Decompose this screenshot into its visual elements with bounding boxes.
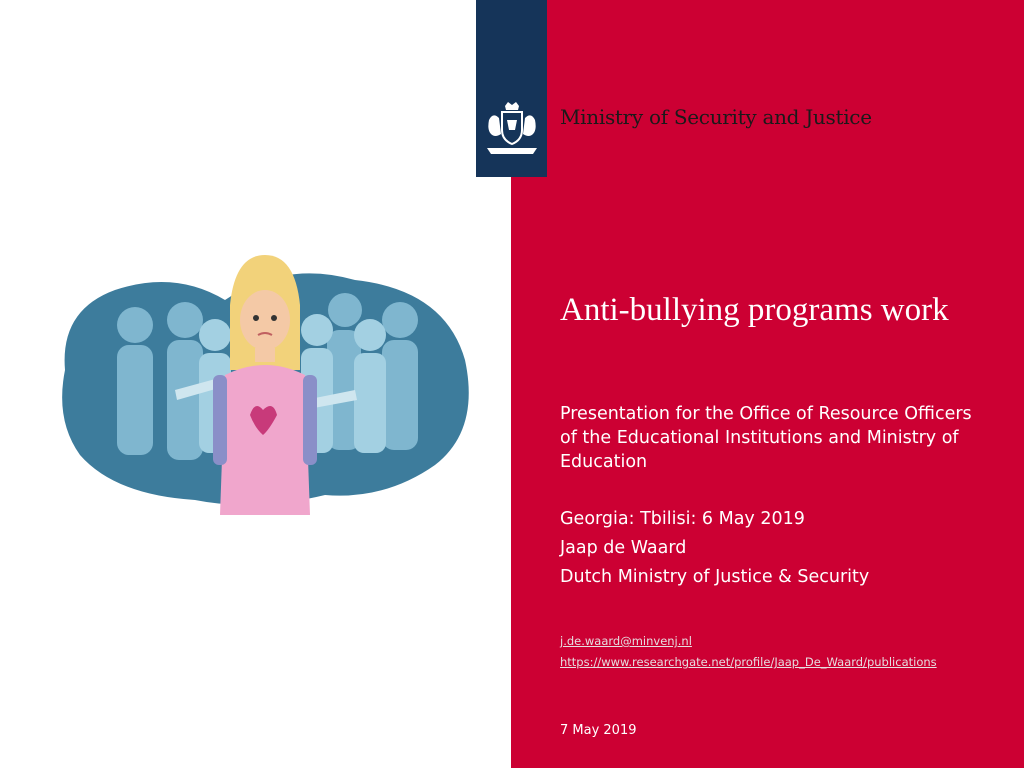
profile-link[interactable]: https://www.researchgate.net/profile/Jaap_De_Waard/publications (560, 655, 937, 669)
slide-title: Anti-bullying programs work (560, 292, 949, 328)
location-line: Georgia: Tbilisi: 6 May 2019 (560, 509, 805, 529)
presenter-name: Jaap de Waard (560, 538, 687, 558)
slide-date: 7 May 2019 (560, 723, 637, 738)
email-link[interactable]: j.de.waard@minvenj.nl (560, 634, 692, 648)
coat-of-arms-icon (481, 100, 543, 162)
slide-subtitle: Presentation for the Office of Resource Officers of the Educational Institutions and Ministry of Education (560, 404, 972, 472)
presenter-organization: Dutch Ministry of Justice & Security (560, 567, 870, 587)
ministry-name: Ministry of Security and Justice (560, 105, 872, 129)
bullied-child-illustration (55, 250, 475, 515)
